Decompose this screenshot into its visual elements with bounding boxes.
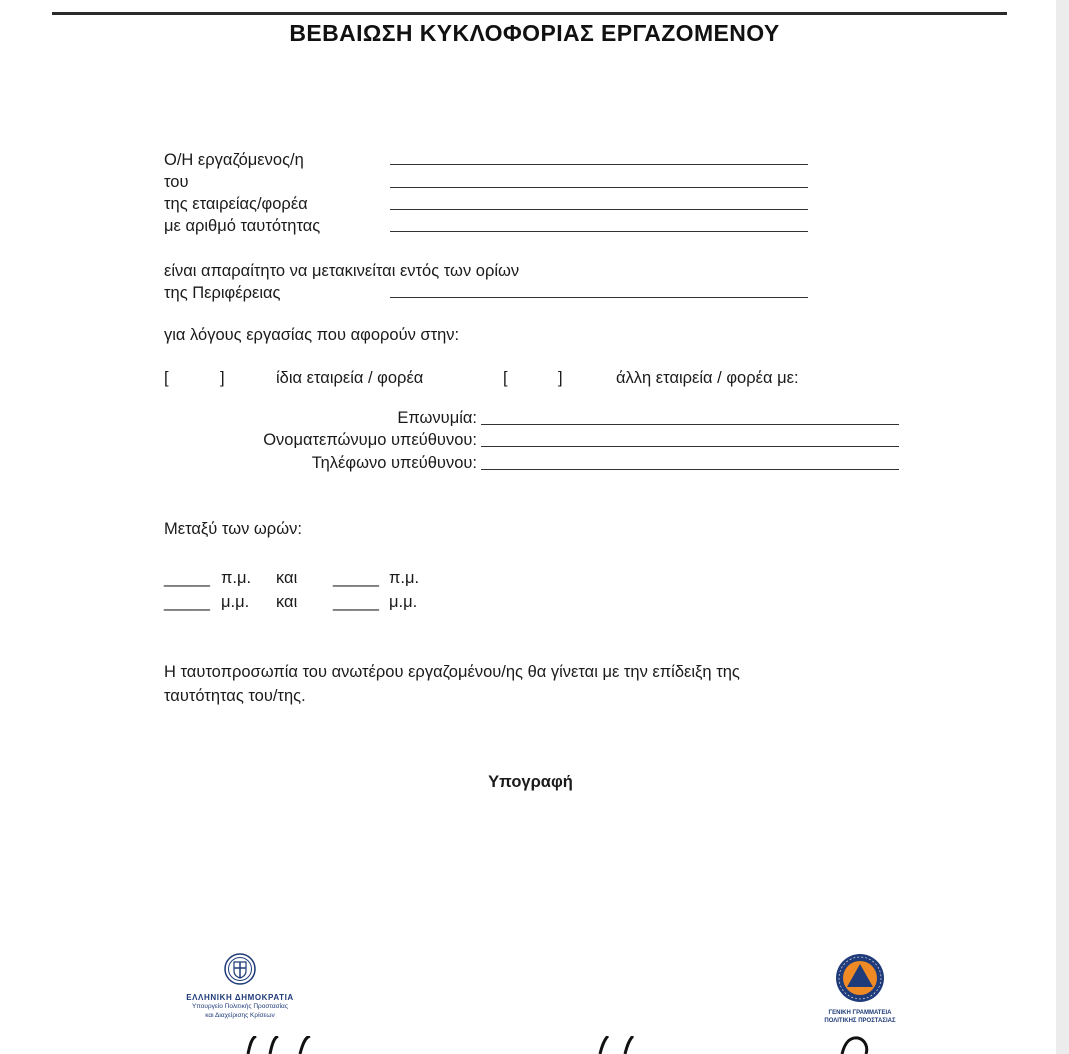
hours-unit-pm-1: μ.μ. <box>221 593 250 611</box>
hours-unit-am-2: π.μ. <box>389 569 420 587</box>
hours-and-2: και <box>276 593 298 611</box>
viewer-scroll-gutter <box>1056 0 1069 1054</box>
movement-text: είναι απαραίτητο να μετακινείται εντός των ορίων <box>164 262 520 280</box>
field-line-responsible-name[interactable] <box>481 446 899 447</box>
signature-label: Υπογραφή <box>488 773 573 791</box>
reasons-text: για λόγους εργασίας που αφορούν στην: <box>164 326 460 344</box>
field-line-company-name[interactable] <box>481 424 899 425</box>
checkbox-other-close[interactable]: ] <box>558 369 563 387</box>
region-label: της Περιφέρειας <box>164 284 281 302</box>
identity-text-line1: Η ταυτοπροσωπία του ανωτέρου εργαζομένου/ης θα γίνεται με την επίδειξη της <box>164 663 740 681</box>
hours-blank-3[interactable]: _____ <box>164 593 210 611</box>
hours-blank-1[interactable]: _____ <box>164 569 210 587</box>
field-line-employee[interactable] <box>390 164 808 165</box>
field-line-region[interactable] <box>390 297 808 298</box>
civil-protection-logo <box>805 952 915 1025</box>
field-label-employee: Ο/Η εργαζόμενος/η <box>164 151 304 169</box>
ministry-text-line1: Υπουργείο Πολιτικής Προστασίας <box>192 1003 288 1010</box>
checkbox-same-open[interactable]: [ <box>164 369 169 387</box>
cropped-handwriting <box>0 1036 1069 1054</box>
field-label-company: της εταιρείας/φορέα <box>164 195 308 213</box>
option-other-company: άλλη εταιρεία / φορέα με: <box>616 369 799 387</box>
hellenic-republic-text: ΕΛΛΗΝΙΚΗ ΔΗΜΟΚΡΑΤΙΑ <box>186 993 294 1002</box>
hours-blank-2[interactable]: _____ <box>333 569 379 587</box>
field-line-id-number[interactable] <box>390 231 808 232</box>
civil-protection-emblem-icon <box>834 991 886 1008</box>
identity-text-line2: ταυτότητας του/της. <box>164 687 306 705</box>
hellenic-republic-logo <box>160 952 320 1020</box>
hours-and-1: και <box>276 569 298 587</box>
ministry-text-line2: και Διαχείρισης Κρίσεων <box>205 1012 275 1019</box>
hours-blank-4[interactable]: _____ <box>333 593 379 611</box>
label-company-name: Επωνυμία: <box>397 409 477 427</box>
field-line-company[interactable] <box>390 209 808 210</box>
field-line-responsible-phone[interactable] <box>481 469 899 470</box>
label-responsible-phone: Τηλέφωνο υπεύθυνου: <box>311 454 477 472</box>
field-label-id-number: με αριθμό ταυτότητας <box>164 217 321 235</box>
general-secretariat-line1: ΓΕΝΙΚΗ ΓΡΑΜΜΑΤΕΙΑ <box>828 1010 892 1016</box>
hours-unit-pm-2: μ.μ. <box>389 593 418 611</box>
document-title: ΒΕΒΑΙΩΣΗ ΚΥΚΛΟΦΟΡΙΑΣ ΕΡΓΑΖΟΜΕΝΟΥ <box>289 20 780 46</box>
general-secretariat-line2: ΠΟΛΙΤΙΚΗΣ ΠΡΟΣΤΑΣΙΑΣ <box>824 1018 896 1024</box>
checkbox-same-close[interactable]: ] <box>220 369 225 387</box>
field-line-of[interactable] <box>390 187 808 188</box>
option-same-company: ίδια εταιρεία / φορέα <box>276 369 424 387</box>
top-rule <box>52 12 1007 15</box>
label-responsible-name: Ονοματεπώνυμο υπεύθυνου: <box>263 431 477 449</box>
greek-coat-of-arms-icon <box>223 973 257 990</box>
hours-label: Μεταξύ των ωρών: <box>164 520 302 538</box>
hours-unit-am-1: π.μ. <box>221 569 252 587</box>
field-label-of: του <box>164 173 189 191</box>
checkbox-other-open[interactable]: [ <box>503 369 508 387</box>
